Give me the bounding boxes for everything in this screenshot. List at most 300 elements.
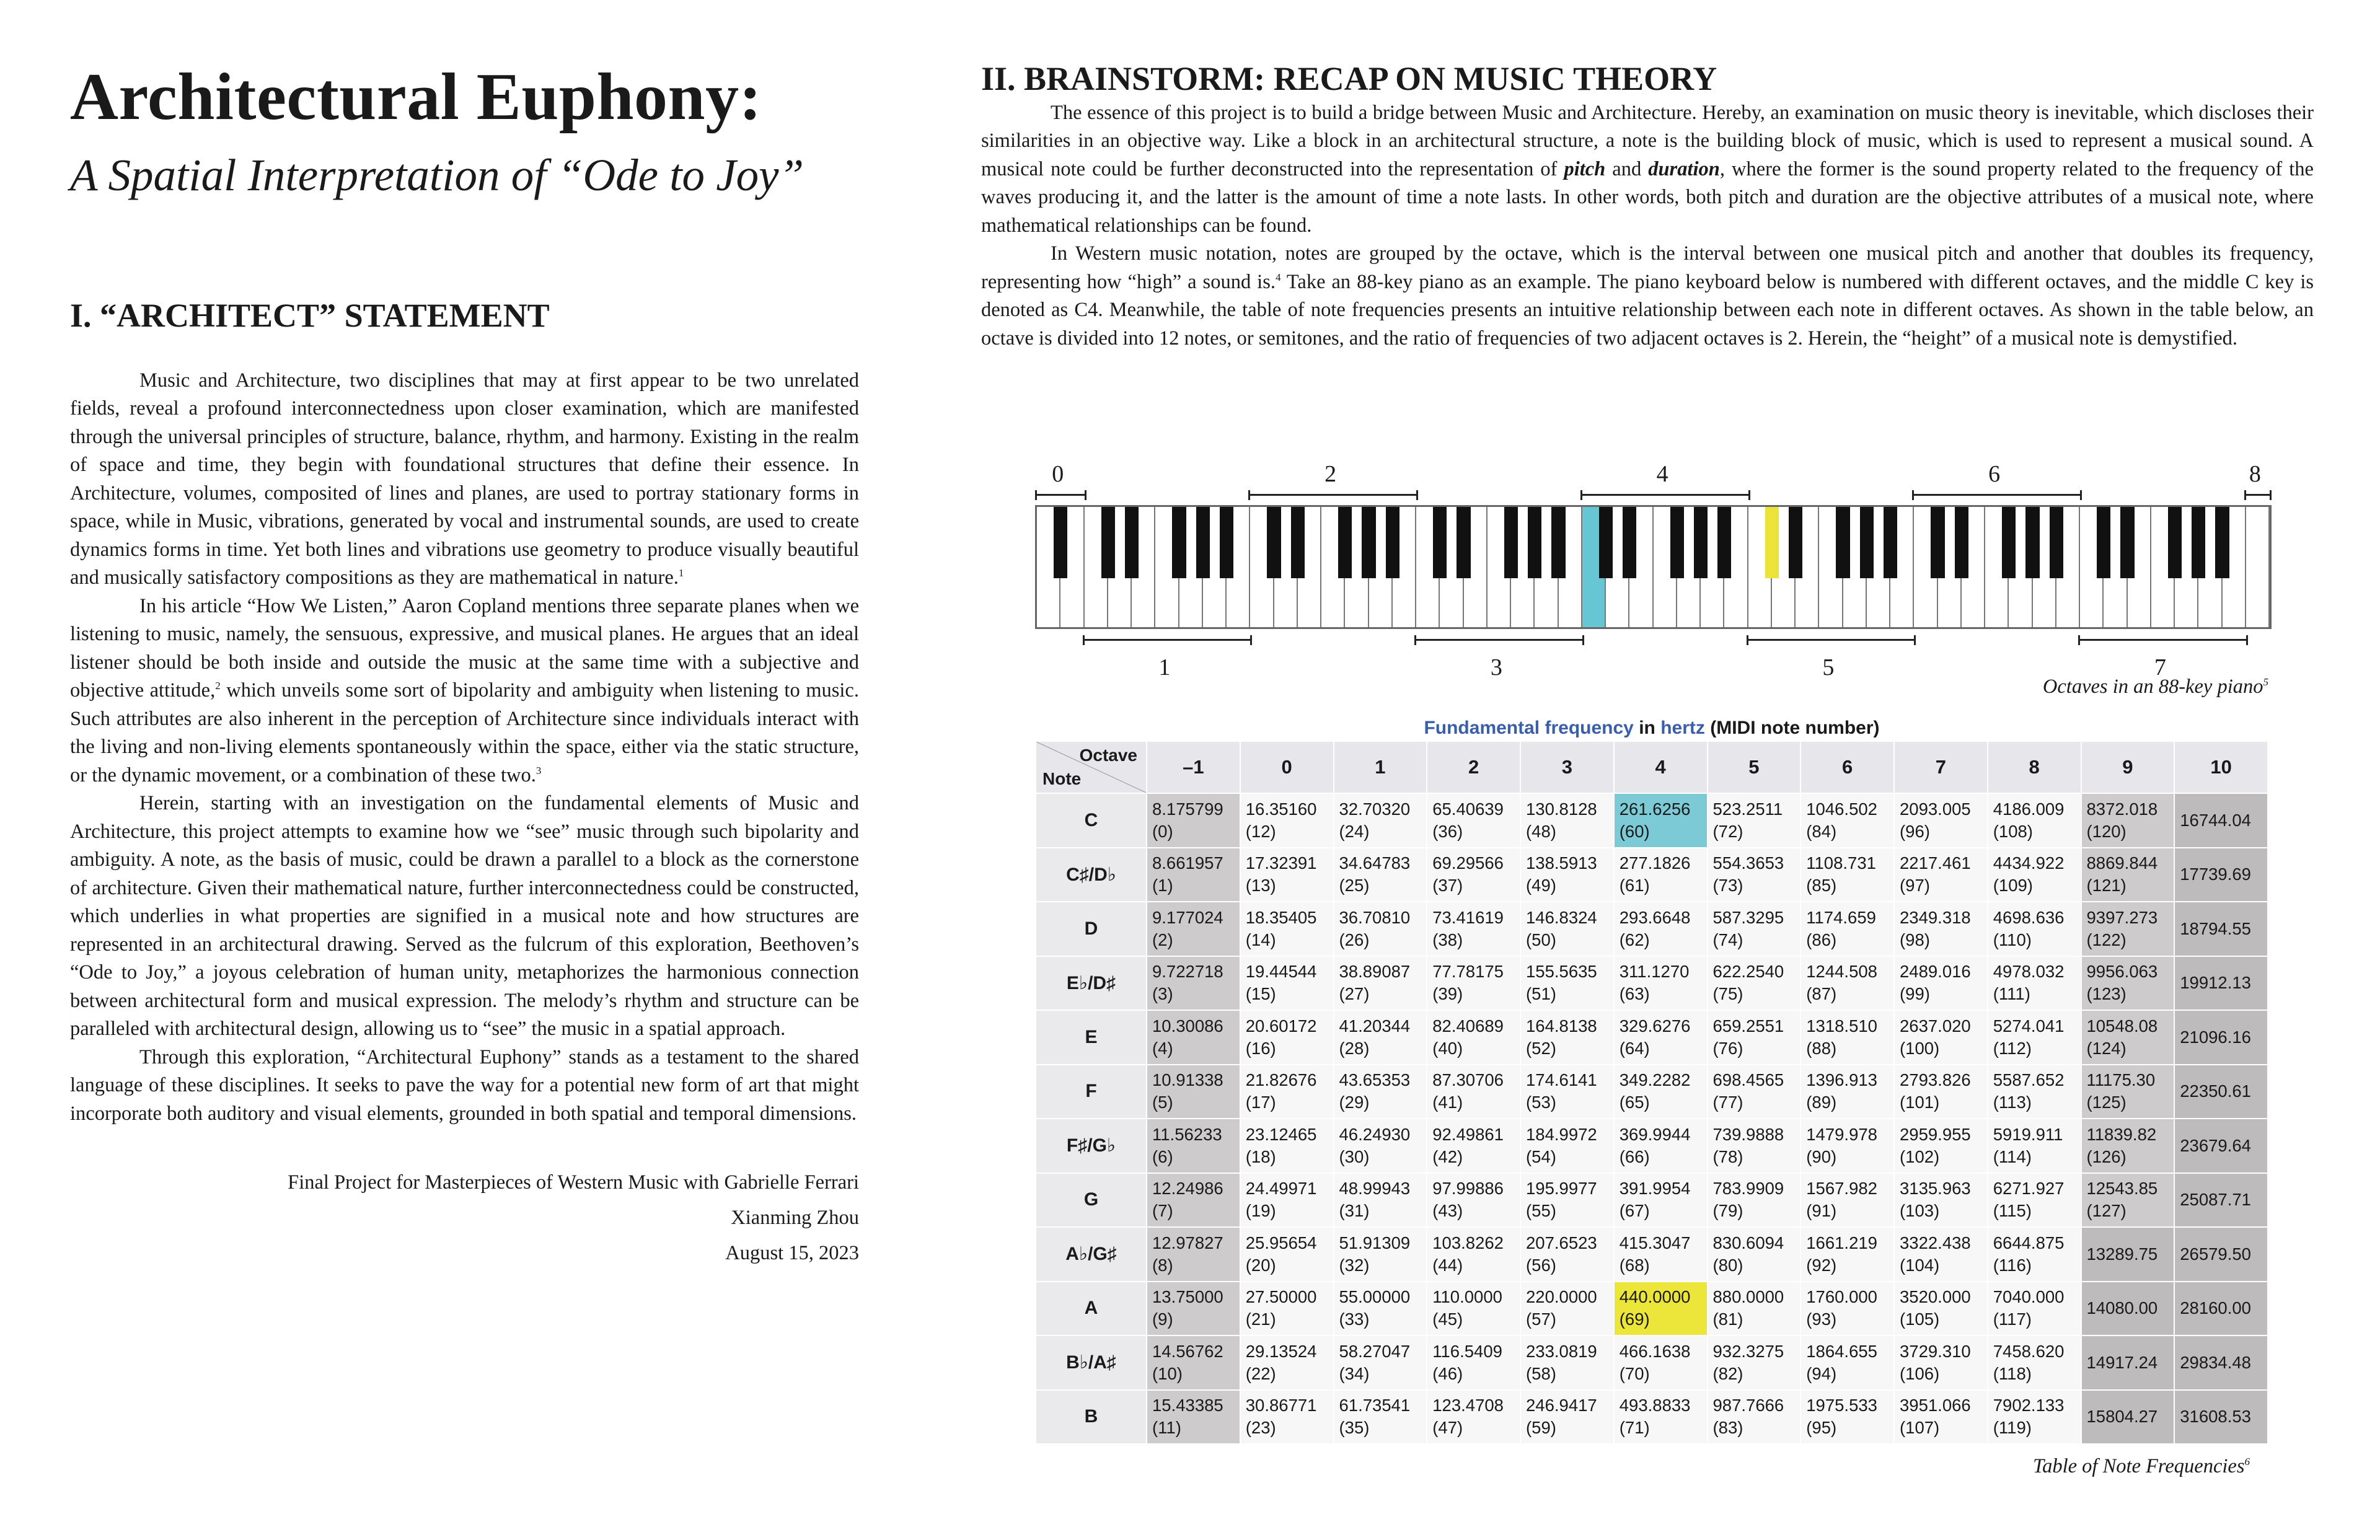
note-row-header: C♯/D♭ [1036, 848, 1147, 902]
frequency-value: 8372.018 [2086, 799, 2158, 819]
frequency-cell [1147, 1010, 1240, 1065]
midi-number: (70) [1619, 1363, 1650, 1383]
frequency-value: 29834.48 [2180, 1352, 2251, 1372]
frequency-cell [1520, 1119, 1614, 1173]
frequency-value: 174.6141 [1526, 1070, 1597, 1090]
midi-number: (49) [1526, 876, 1556, 895]
piano-black-key [1054, 507, 1067, 578]
octave-bracket [1083, 635, 1253, 645]
midi-number: (14) [1245, 930, 1276, 949]
frequency-cell [1334, 1065, 1427, 1119]
midi-number: (92) [1806, 1255, 1837, 1275]
frequency-value: 138.5913 [1526, 853, 1597, 873]
midi-number: (37) [1432, 876, 1463, 895]
note-row-header: F♯/G♭ [1036, 1119, 1147, 1173]
frequency-cell [1427, 793, 1520, 848]
frequency-value: 466.1638 [1619, 1341, 1691, 1361]
midi-number: (74) [1712, 930, 1743, 949]
frequency-cell [1240, 793, 1334, 848]
frequency-cell [1427, 956, 1520, 1011]
frequency-cell [1240, 1335, 1334, 1390]
midi-number: (64) [1619, 1038, 1650, 1058]
frequency-value: 26579.50 [2180, 1244, 2251, 1264]
piano-caption: Octaves in an 88-key piano$^5$ [2042, 675, 2268, 698]
frequency-value: 58.27047 [1339, 1341, 1411, 1361]
frequency-cell [1147, 1227, 1240, 1282]
frequency-value: 440.0000 [1619, 1287, 1691, 1307]
frequency-value: 4978.032 [1993, 962, 2065, 982]
frequency-value: 1760.000 [1806, 1287, 1877, 1307]
frequency-cell [1334, 848, 1427, 902]
midi-number: (121) [2086, 876, 2127, 895]
frequency-value: 7902.133 [1993, 1396, 2065, 1415]
midi-number: (62) [1619, 930, 1650, 949]
midi-number: (94) [1806, 1363, 1837, 1383]
frequency-value: 15.43385 [1152, 1396, 1223, 1415]
frequency-cell [1147, 1282, 1240, 1336]
midi-number: (6) [1152, 1146, 1173, 1166]
frequency-value: 20.60172 [1245, 1016, 1317, 1036]
frequency-cell [1614, 1010, 1708, 1065]
frequency-value: 7458.620 [1993, 1341, 2065, 1361]
frequency-cell [2081, 1010, 2175, 1065]
midi-number: (75) [1712, 984, 1743, 1004]
frequency-cell [1240, 1173, 1334, 1228]
midi-number: (59) [1526, 1418, 1556, 1438]
midi-number: (11) [1152, 1418, 1181, 1438]
note-row-header: D [1036, 902, 1147, 956]
frequency-cell [1708, 1335, 1801, 1390]
frequency-cell [2174, 1335, 2268, 1390]
frequency-value: 8.661957 [1152, 853, 1223, 873]
frequency-cell [1427, 1227, 1520, 1282]
frequency-cell [1800, 1390, 1894, 1445]
frequency-value: 21.82676 [1245, 1070, 1317, 1090]
frequency-value: 130.8128 [1526, 799, 1597, 819]
frequency-cell [1800, 793, 1894, 848]
midi-number: (38) [1432, 930, 1463, 949]
left-column [70, 59, 859, 1271]
midi-number: (123) [2086, 984, 2127, 1004]
midi-number: (113) [1993, 1093, 2032, 1112]
frequency-value: 2217.461 [1900, 853, 1971, 873]
piano-black-key [1836, 507, 1849, 578]
frequency-cell [1894, 1227, 1988, 1282]
table-row [1036, 1010, 2268, 1065]
midi-number: (116) [1993, 1255, 2032, 1275]
midi-number: (82) [1712, 1363, 1743, 1383]
frequency-value: 55.00000 [1339, 1287, 1411, 1307]
midi-number: (35) [1339, 1418, 1370, 1438]
note-row-header: G [1036, 1173, 1147, 1228]
frequency-value: 739.9888 [1712, 1124, 1784, 1144]
frequency-cell [1708, 1282, 1801, 1336]
midi-number: (73) [1712, 876, 1743, 895]
midi-number: (22) [1245, 1363, 1276, 1383]
frequency-value: 116.5409 [1432, 1341, 1502, 1361]
frequency-value: 69.29566 [1432, 853, 1504, 873]
frequency-cell [1614, 1065, 1708, 1119]
octave-column-header: 9 [2081, 741, 2175, 793]
piano-black-key [1670, 507, 1684, 578]
frequency-cell [1147, 956, 1240, 1011]
frequency-cell [1894, 1119, 1988, 1173]
frequency-value: 14080.00 [2086, 1298, 2158, 1318]
frequency-cell [1334, 1010, 1427, 1065]
frequency-value: 9.722718 [1152, 962, 1223, 982]
midi-number: (57) [1526, 1309, 1556, 1329]
frequency-cell [2174, 1227, 2268, 1282]
octave-label: 4 [1656, 461, 1668, 487]
frequency-value: 2793.826 [1900, 1070, 1971, 1090]
piano-black-key [2120, 507, 2134, 578]
frequency-cell [1334, 1173, 1427, 1228]
frequency-value: 3322.438 [1900, 1233, 1971, 1252]
octave-column-header: 5 [1708, 741, 1801, 793]
frequency-cell [1614, 1173, 1708, 1228]
frequency-value: 43.65353 [1339, 1070, 1411, 1090]
author-line: Xianming Zhou [731, 1207, 859, 1230]
midi-number: (81) [1712, 1309, 1743, 1329]
octave-label: 3 [1490, 654, 1502, 680]
midi-number: (80) [1712, 1255, 1743, 1275]
frequency-cell [1708, 1173, 1801, 1228]
midi-number: (39) [1432, 984, 1463, 1004]
midi-number: (103) [1900, 1201, 1940, 1221]
frequency-value: 349.2282 [1619, 1070, 1691, 1090]
frequency-cell [1800, 956, 1894, 1011]
piano-black-key [1338, 507, 1352, 578]
frequency-value: 587.3295 [1712, 907, 1784, 927]
frequency-value: 61.73541 [1339, 1396, 1411, 1415]
frequency-value: 1108.731 [1806, 853, 1876, 873]
frequency-value: 1975.533 [1806, 1396, 1877, 1415]
signature-block [70, 1165, 859, 1271]
frequency-cell [2174, 956, 2268, 1011]
frequency-value: 4434.922 [1993, 853, 2065, 873]
midi-number: (122) [2086, 930, 2127, 949]
frequency-cell [2081, 1282, 2175, 1336]
frequency-cell [1894, 1282, 1988, 1336]
document-subtitle: A Spatial Interpretation of “Ode to Joy” [70, 150, 804, 201]
document-title: Architectural Euphony: [70, 60, 762, 134]
frequency-value: 987.7666 [1712, 1396, 1784, 1415]
midi-number: (100) [1900, 1038, 1940, 1058]
frequency-cell [1800, 1282, 1894, 1336]
octave-bracket [1414, 635, 1584, 645]
midi-number: (101) [1900, 1093, 1940, 1112]
frequency-value: 30.86771 [1245, 1396, 1317, 1415]
frequency-cell [1240, 1010, 1334, 1065]
piano-black-key [1101, 507, 1115, 578]
midi-number: (54) [1526, 1146, 1556, 1166]
frequency-cell [1894, 1010, 1988, 1065]
frequency-value: 123.4708 [1432, 1396, 1504, 1415]
frequency-cell [1334, 1335, 1427, 1390]
date-line: August 15, 2023 [725, 1242, 859, 1265]
frequency-value: 38.89087 [1339, 962, 1411, 982]
paragraph: Herein, starting with an investigation on the fundamental elements of Music and Architecture, this project attempts to examine how we “see” music through such bipolarity and ambiguity. A note, as the basis of music, could be drawn a parallel to a block as the cornerstone of architecture. Given their mathematical nature, further interconnectedness could be constructed, which underlies in what properties are signified in a musical note and how structures are represented in an architectural drawing. Served as the fulcrum of this exploration, Beethoven’s “Ode to Joy,” a joyous celebration of human unity, metaphorizes the harmonious connection between architectural form and musical expression. The melody’s rhythm and structure can be paralleled with architectural design, allowing us to “see” the music in a spatial approach. [70, 792, 859, 1041]
midi-number: (102) [1900, 1146, 1940, 1166]
frequency-value: 1661.219 [1806, 1233, 1877, 1252]
piano-black-key [1717, 507, 1731, 578]
frequency-value: 1396.913 [1806, 1070, 1877, 1090]
frequency-value: 146.8324 [1526, 907, 1597, 927]
midi-number: (26) [1339, 930, 1370, 949]
frequency-value: 9956.063 [2086, 962, 2158, 982]
frequency-cell [1988, 793, 2081, 848]
frequency-cell [1427, 1173, 1520, 1228]
midi-number: (63) [1619, 984, 1650, 1004]
frequency-cell [2081, 793, 2175, 848]
frequency-value: 2349.318 [1900, 907, 1971, 927]
table-row [1036, 902, 2268, 956]
midi-number: (43) [1432, 1201, 1463, 1221]
frequency-value: 1567.982 [1806, 1179, 1877, 1199]
frequency-value: 3135.963 [1900, 1179, 1971, 1199]
frequency-cell [1614, 956, 1708, 1011]
frequency-cell [1427, 1010, 1520, 1065]
midi-number: (120) [2086, 821, 2127, 841]
frequency-value: 2489.016 [1900, 962, 1971, 982]
frequency-cell [1708, 1227, 1801, 1282]
midi-number: (46) [1432, 1363, 1463, 1383]
frequency-cell [1988, 848, 2081, 902]
midi-number: (124) [2086, 1038, 2127, 1058]
frequency-value: 12.97827 [1152, 1233, 1223, 1252]
frequency-value: 32.70320 [1339, 799, 1411, 819]
midi-number: (68) [1619, 1255, 1650, 1275]
frequency-cell [2081, 956, 2175, 1011]
octave-label: 2 [1324, 461, 1337, 487]
frequency-cell [1708, 848, 1801, 902]
midi-number: (28) [1339, 1038, 1370, 1058]
midi-number: (41) [1432, 1093, 1463, 1112]
midi-number: (17) [1245, 1093, 1276, 1112]
frequency-value: 2959.955 [1900, 1124, 1971, 1144]
frequency-cell [1800, 1065, 1894, 1119]
frequency-value: 9.177024 [1152, 907, 1223, 927]
frequency-cell [1240, 1119, 1334, 1173]
midi-number: (66) [1619, 1146, 1650, 1166]
frequency-value: 195.9977 [1526, 1179, 1597, 1199]
midi-number: (72) [1712, 821, 1743, 841]
frequency-value: 932.3275 [1712, 1341, 1784, 1361]
frequency-cell [1988, 1119, 2081, 1173]
frequency-cell [1520, 1390, 1614, 1445]
table-row [1036, 848, 2268, 902]
octave-label: 6 [1988, 461, 2001, 487]
midi-number: (67) [1619, 1201, 1650, 1221]
piano-black-key [1623, 507, 1636, 578]
octave-column-header: 4 [1614, 741, 1708, 793]
midi-number: (107) [1900, 1418, 1940, 1438]
midi-number: (87) [1806, 984, 1837, 1004]
frequency-value: 493.8833 [1619, 1396, 1691, 1415]
midi-number: (44) [1432, 1255, 1463, 1275]
frequency-value: 698.4565 [1712, 1070, 1784, 1090]
frequency-cell [1988, 1173, 2081, 1228]
frequency-value: 19912.13 [2180, 973, 2251, 993]
midi-number: (2) [1152, 930, 1173, 949]
frequency-cell [2081, 848, 2175, 902]
frequency-value: 164.8138 [1526, 1016, 1597, 1036]
frequency-cell [1800, 902, 1894, 956]
table-row [1036, 1282, 2268, 1336]
midi-number: (10) [1152, 1363, 1183, 1383]
piano-black-key [1931, 507, 1944, 578]
note-row-header: A [1036, 1282, 1147, 1336]
piano-black-key [1433, 507, 1447, 578]
frequency-cell [2174, 1173, 2268, 1228]
frequency-cell [1520, 1335, 1614, 1390]
frequency-cell [1520, 1010, 1614, 1065]
frequency-cell [2081, 1173, 2175, 1228]
frequency-value: 28160.00 [2180, 1298, 2251, 1318]
piano-black-key [1291, 507, 1305, 578]
midi-number: (50) [1526, 930, 1556, 949]
piano-black-key [2050, 507, 2063, 578]
frequency-cell [1708, 1065, 1801, 1119]
frequency-cell [1334, 956, 1427, 1011]
frequency-value: 12543.85 [2086, 1179, 2158, 1199]
midi-number: (29) [1339, 1093, 1370, 1112]
frequency-value: 8869.844 [2086, 853, 2158, 873]
frequency-cell [1520, 848, 1614, 902]
frequency-value: 21096.16 [2180, 1027, 2251, 1047]
frequency-cell [2174, 848, 2268, 902]
piano-keyboard-figure [1029, 455, 2281, 697]
frequency-value: 3951.066 [1900, 1396, 1971, 1415]
note-row-header: A♭/G♯ [1036, 1227, 1147, 1282]
frequency-cell [1147, 1065, 1240, 1119]
frequency-cell [1708, 902, 1801, 956]
frequency-value: 27.50000 [1245, 1287, 1317, 1307]
frequency-value: 18.35405 [1245, 907, 1317, 927]
piano-white-key [2246, 507, 2270, 627]
frequency-value: 82.40689 [1432, 1016, 1504, 1036]
frequency-cell [1520, 956, 1614, 1011]
midi-number: (105) [1900, 1309, 1940, 1329]
frequency-value: 10.91338 [1152, 1070, 1223, 1090]
frequency-cell [1708, 1010, 1801, 1065]
frequency-cell [1240, 956, 1334, 1011]
midi-number: (118) [1993, 1363, 2032, 1383]
note-row-header: F [1036, 1065, 1147, 1119]
frequency-cell [1800, 1335, 1894, 1390]
midi-number: (65) [1619, 1093, 1650, 1112]
midi-number: (21) [1245, 1309, 1276, 1329]
midi-number: (97) [1900, 876, 1930, 895]
midi-number: (125) [2086, 1093, 2127, 1112]
frequency-value: 659.2551 [1712, 1016, 1784, 1036]
frequency-cell [1147, 1390, 1240, 1445]
midi-number: (58) [1526, 1363, 1556, 1383]
frequency-value: 14917.24 [2086, 1352, 2158, 1372]
frequency-value: 369.9944 [1619, 1124, 1691, 1144]
midi-number: (55) [1526, 1201, 1556, 1221]
midi-number: (51) [1526, 984, 1556, 1004]
frequency-cell [1894, 1390, 1988, 1445]
octave-label: 1 [1158, 654, 1171, 680]
frequency-cell [1520, 1282, 1614, 1336]
midi-number: (30) [1339, 1146, 1370, 1166]
frequency-cell [1520, 1065, 1614, 1119]
frequency-cell [1427, 1282, 1520, 1336]
frequency-cell [1427, 1119, 1520, 1173]
frequency-value: 880.0000 [1712, 1287, 1784, 1307]
midi-number: (117) [1993, 1309, 2032, 1329]
midi-number: (89) [1806, 1093, 1837, 1112]
frequency-value: 23679.64 [2180, 1135, 2251, 1155]
frequency-value: 311.1270 [1619, 962, 1690, 982]
piano-black-key [2002, 507, 2016, 578]
section-heading-architect-statement: I. “ARCHITECT” STATEMENT [70, 296, 550, 334]
frequency-value: 12.24986 [1152, 1179, 1223, 1199]
frequency-cell [1988, 902, 2081, 956]
octave-bracket [1580, 490, 1750, 500]
midi-number: (96) [1900, 821, 1930, 841]
frequency-cell [1520, 1227, 1614, 1282]
frequency-value: 415.3047 [1619, 1233, 1691, 1252]
frequency-value: 11175.30 [2086, 1070, 2156, 1090]
piano-black-key [1860, 507, 1874, 578]
midi-number: (90) [1806, 1146, 1837, 1166]
frequency-cell [2174, 1119, 2268, 1173]
frequency-cell [2174, 1282, 2268, 1336]
frequency-value: 19.44544 [1245, 962, 1317, 982]
frequency-value: 1244.508 [1806, 962, 1877, 982]
midi-number: (13) [1245, 876, 1276, 895]
frequency-cell [1800, 1227, 1894, 1282]
frequency-cell [1427, 1065, 1520, 1119]
frequency-cell [2174, 1390, 2268, 1445]
midi-number: (19) [1245, 1201, 1276, 1221]
midi-number: (99) [1900, 984, 1930, 1004]
piano-black-key [1362, 507, 1375, 578]
frequency-cell [1708, 793, 1801, 848]
frequency-value: 11839.82 [2086, 1124, 2157, 1144]
frequency-cell [1147, 902, 1240, 956]
frequency-value: 155.5635 [1526, 962, 1597, 982]
piano-black-key [2025, 507, 2039, 578]
table-caption: Table of Note Frequencies$^6$ [2033, 1455, 2250, 1477]
frequency-value: 1046.502 [1806, 799, 1877, 819]
frequency-cell [1708, 1390, 1801, 1445]
midi-number: (110) [1993, 930, 2032, 949]
octave-column-header: –1 [1147, 741, 1240, 793]
frequency-value: 65.40639 [1432, 799, 1504, 819]
piano-black-key [2097, 507, 2110, 578]
midi-number: (69) [1619, 1309, 1650, 1329]
frequency-value: 5587.652 [1993, 1070, 2065, 1090]
table-row [1036, 1065, 2268, 1119]
midi-number: (12) [1245, 821, 1276, 841]
piano-black-key [1599, 507, 1613, 578]
frequency-cell [1334, 1282, 1427, 1336]
frequency-cell [1894, 902, 1988, 956]
frequency-cell [2081, 902, 2175, 956]
midi-number: (36) [1432, 821, 1463, 841]
frequency-value: 3520.000 [1900, 1287, 1971, 1307]
frequency-table-title: Fundamental frequency in hertz (MIDI note number) [1424, 718, 1880, 738]
piano-black-key [1220, 507, 1233, 578]
frequency-cell [1240, 1065, 1334, 1119]
midi-number: (25) [1339, 876, 1370, 895]
frequency-value: 48.99943 [1339, 1179, 1411, 1199]
course-line: Final Project for Masterpieces of Western Music with Gabrielle Ferrari [288, 1171, 859, 1194]
midi-number: (88) [1806, 1038, 1837, 1058]
